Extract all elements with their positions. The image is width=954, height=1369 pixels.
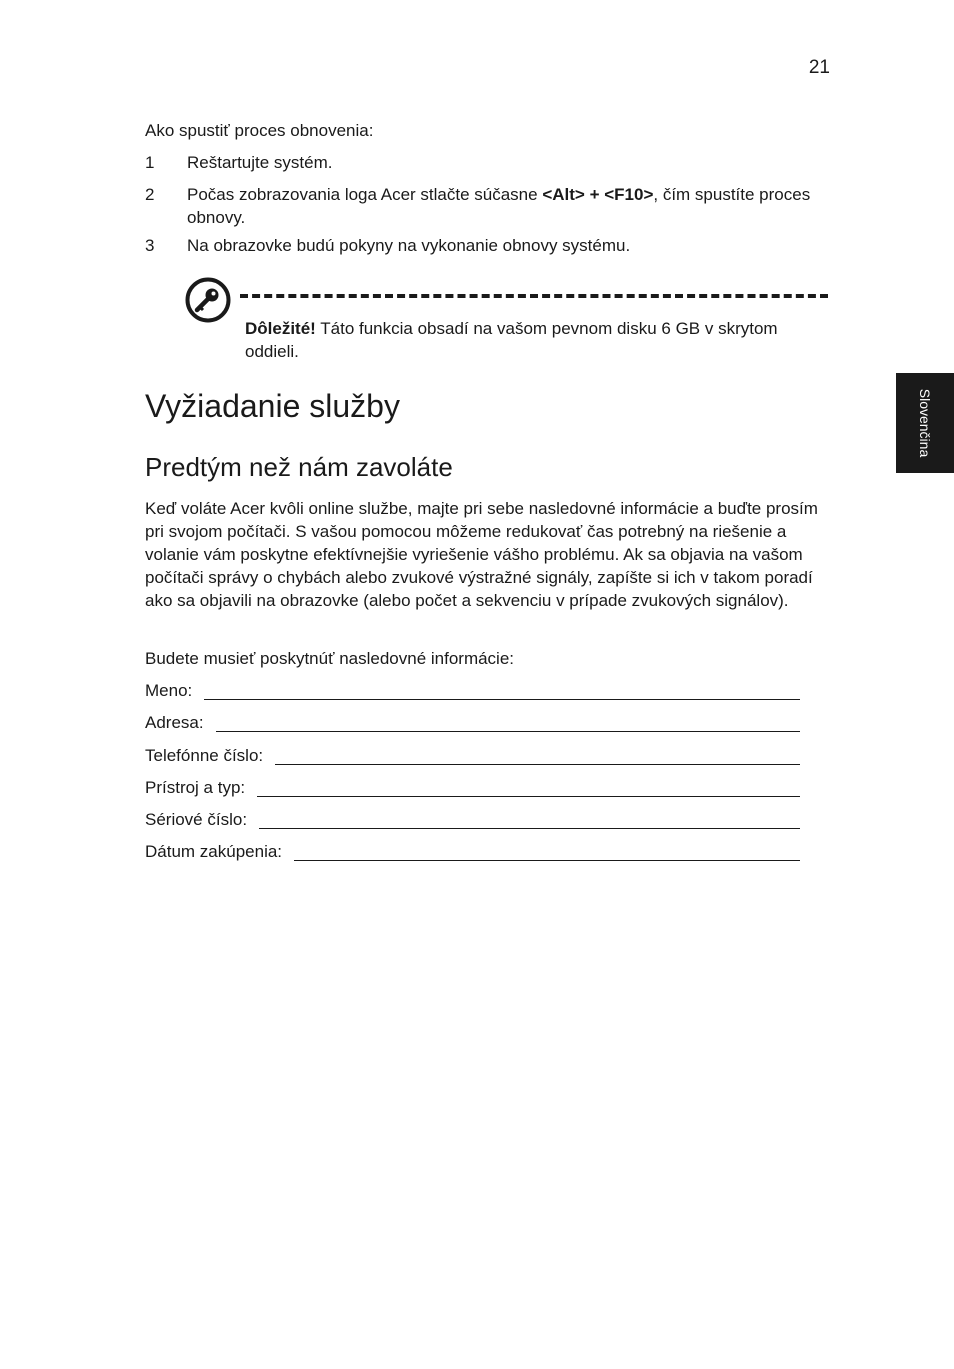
form-label: Sériové číslo: [145, 810, 248, 829]
step-text [187, 183, 817, 229]
key-combination: <Alt> + <F10> [542, 185, 654, 204]
step-text: Na obrazovke budú pokyny na vykonanie obnovy systému. [187, 236, 631, 255]
note-divider [240, 294, 828, 298]
step-text: Reštartujte systém. [187, 153, 333, 172]
form-label: Telefónne číslo: [145, 746, 264, 765]
section-title: Vyžiadanie služby [145, 388, 400, 424]
step-number: 1 [145, 153, 155, 172]
form-fill-line [257, 778, 800, 797]
service-paragraph: Keď voláte Acer kvôli online službe, majte pri sebe nasledovné informácie a buďte prosím pri svojom počítači. S vašou pomocou môžeme redukovať čas potrebný na riešenie a volanie vám poskytne efektívnejšie vyriešenie vášho problému. Ak sa objavia na vašom počítači správy o chybách alebo zvukové výstražné signály, zapíšte si ich v takom poradí ako sa objavili na obrazovke (alebo počet a sekvenciu v prípade zvukových signálov). [145, 499, 818, 610]
language-side-tab [896, 373, 954, 473]
step-number: 2 [145, 185, 155, 204]
form-row-telefon [145, 744, 800, 767]
form-row-seriove [145, 808, 800, 831]
step-text-before: Počas zobrazovania loga Acer stlačte súčasne [187, 185, 543, 204]
side-tab-label: Slovenčina [917, 388, 933, 458]
form-label: Prístroj a typ: [145, 778, 246, 797]
step-number: 3 [145, 236, 155, 255]
form-fill-line [216, 713, 800, 732]
note-text: Táto funkcia obsadí na vašom pevnom disku 6 GB v skrytom oddieli. [245, 319, 778, 361]
form-fill-line [294, 842, 800, 861]
form-row-datum [145, 840, 800, 863]
form-fill-line [259, 810, 800, 829]
form-label: Meno: [145, 681, 193, 700]
recovery-intro: Ako spustiť proces obnovenia: [145, 121, 374, 140]
important-key-icon [185, 277, 231, 323]
form-label: Adresa: [145, 713, 204, 732]
form-row-adresa [145, 711, 800, 734]
form-fill-line [204, 681, 800, 700]
section-subtitle: Predtým než nám zavoláte [145, 452, 453, 482]
important-note [245, 317, 805, 363]
step-text-after: , čím spustíte proces obnovy. [187, 185, 811, 227]
form-row-pristroj [145, 776, 800, 799]
form-label: Dátum zakúpenia: [145, 842, 283, 861]
info-lead: Budete musieť poskytnúť nasledovné informácie: [145, 649, 515, 668]
form-fill-line [275, 746, 800, 765]
page-number: 21 [808, 57, 830, 78]
note-label: Dôležité! [245, 319, 316, 338]
form-row-meno [145, 679, 800, 702]
